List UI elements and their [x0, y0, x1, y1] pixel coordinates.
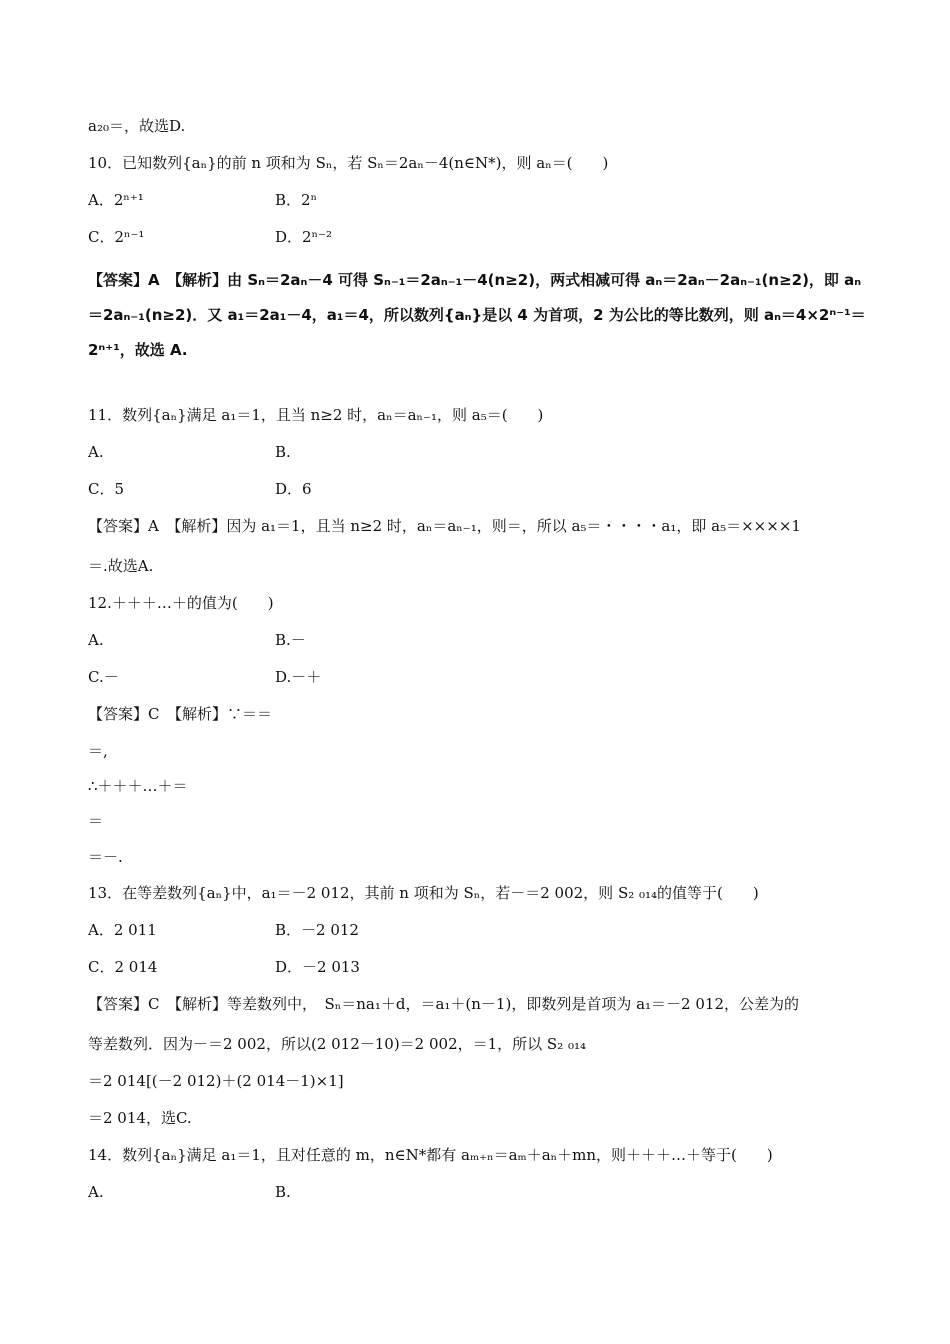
answer-11-line1: 【答案】A 【解析】因为 a₁＝1，且当 n≥2 时，aₙ＝aₙ₋₁，则＝，所以 a₅＝・・・・a₁，即 a₅＝××××1	[88, 517, 801, 535]
option-b: B．－2 012	[275, 921, 359, 939]
answer-12-line2: ＝,	[88, 742, 108, 760]
option-c: C．5	[88, 480, 125, 498]
answer-13-line2: 等差数列．因为－＝2 002，所以(2 012－10)＝2 002，＝1，所以 S₂ ₀₁₄	[88, 1035, 587, 1053]
answer-12-line4: ＝	[88, 812, 104, 830]
option-b: B.－	[275, 631, 306, 649]
option-d: D．6	[275, 480, 312, 498]
option-c: C.－	[88, 668, 119, 686]
answer-13-line3: ＝2 014[(－2 012)＋(2 014－1)×1]	[88, 1072, 344, 1090]
option-d: D．2ⁿ⁻²	[275, 228, 332, 246]
answer-12-line1: 【答案】C 【解析】∵＝＝	[88, 705, 272, 723]
answer-11-line2: ＝.故选A.	[88, 557, 154, 575]
question-10: 10．已知数列{aₙ}的前 n 项和为 Sₙ，若 Sₙ＝2aₙ－4(n∈N*)，则 aₙ＝( )	[88, 154, 609, 172]
answer-12-line3: ∴＋＋＋…＋＝	[88, 777, 188, 795]
answer-13-line1: 【答案】C 【解析】等差数列中， Sₙ＝na₁＋d，＝a₁＋(n－1)，即数列是首项为 a₁＝－2 012，公差为的	[88, 995, 799, 1013]
question-11: 11．数列{aₙ}满足 a₁＝1，且当 n≥2 时，aₙ＝aₙ₋₁，则 a₅＝( )	[88, 406, 544, 424]
question-13: 13．在等差数列{aₙ}中，a₁＝－2 012，其前 n 项和为 Sₙ，若－＝2 002，则 S₂ ₀₁₄的值等于( )	[88, 884, 759, 902]
option-b: B.	[275, 443, 291, 461]
answer-12-line5: ＝－.	[88, 848, 123, 866]
answer-10-line2: ＝2aₙ₋₁(n≥2)．又 a₁＝2a₁－4，a₁＝4，所以数列{aₙ}是以 4 为首项，2 为公比的等比数列，则 aₙ＝4×2ⁿ⁻¹＝	[88, 306, 866, 324]
answer-13-line4: ＝2 014，选C.	[88, 1109, 192, 1127]
option-a: A．2 011	[88, 921, 157, 939]
question-14: 14．数列{aₙ}满足 a₁＝1，且对任意的 m，n∈N*都有 aₘ₊ₙ＝aₘ＋aₙ＋mn，则＋＋＋…＋等于( )	[88, 1146, 773, 1164]
option-a: A．2ⁿ⁺¹	[88, 191, 144, 209]
option-c: C．2ⁿ⁻¹	[88, 228, 145, 246]
answer-10-line3: 2ⁿ⁺¹，故选 A.	[88, 341, 188, 359]
option-a: A.	[88, 1183, 104, 1201]
option-a: A.	[88, 443, 104, 461]
option-b: B．2ⁿ	[275, 191, 318, 209]
question-12: 12.＋＋＋…＋的值为( )	[88, 594, 274, 612]
text-line: a₂₀＝，故选D.	[88, 117, 186, 135]
option-a: A.	[88, 631, 104, 649]
option-d: D．－2 013	[275, 958, 360, 976]
option-c: C．2 014	[88, 958, 158, 976]
answer-10-line1: 【答案】A 【解析】由 Sₙ＝2aₙ－4 可得 Sₙ₋₁＝2aₙ₋₁－4(n≥2)，两式相减可得 aₙ＝2aₙ－2aₙ₋₁(n≥2)，即 aₙ	[88, 271, 862, 289]
option-d: D.－＋	[275, 668, 322, 686]
option-b: B.	[275, 1183, 291, 1201]
